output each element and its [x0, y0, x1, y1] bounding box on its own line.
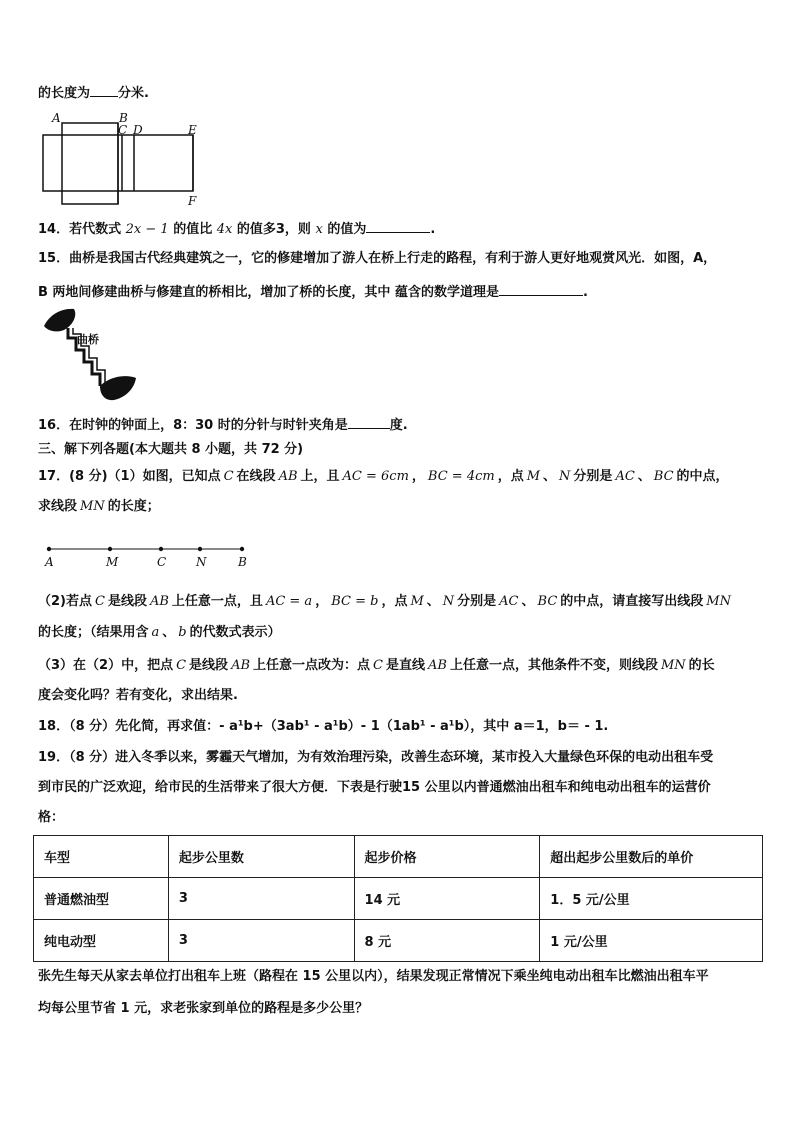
math-term: MN — [80, 499, 105, 514]
q17-part2b — [38, 623, 281, 643]
text-run: 的代数式表示） — [189, 625, 281, 640]
text-run: 的中点，请直接写出线段 — [560, 594, 704, 609]
math-term: b — [178, 625, 187, 640]
table-cell: 普通燃油型 — [34, 878, 169, 920]
q17-part3 — [38, 656, 715, 676]
q17-part3b: 度会变化吗？若有变化，求出结果. — [38, 688, 238, 703]
table-header-row — [34, 836, 763, 878]
segment-point — [108, 547, 112, 551]
segment-point-label: C — [157, 555, 167, 569]
segment-figure — [40, 540, 260, 570]
segment-point-label: M — [106, 555, 119, 569]
math-term: MN — [660, 658, 686, 673]
winding-bridge-figure — [40, 306, 140, 404]
q19-text: 到市民的广泛欢迎，给市民的生活带来了很大方便．下表是行驶 — [38, 780, 403, 795]
table-row — [34, 878, 763, 920]
q14-text-end: . — [430, 222, 436, 237]
math-term: C — [176, 658, 187, 673]
question-15-line2 — [38, 281, 588, 303]
text-run: （3）在（2）中，把点 — [38, 658, 174, 673]
table-cell: 14 元 — [354, 878, 540, 920]
text-run: 上任意一点改为：点 — [253, 658, 371, 673]
text-run: 上任意一点，其他条件不变，则线段 — [449, 658, 658, 673]
math-term: BC — [537, 594, 558, 609]
q14-text-post: 的值为 — [327, 222, 367, 237]
q17-line1 — [38, 467, 729, 487]
q19-line3: 格： — [38, 810, 65, 825]
label-B: B — [119, 111, 128, 125]
text-run: 的长度；（结果用含 — [38, 625, 149, 640]
q19-line2 — [38, 778, 711, 798]
math-term: a — [151, 625, 160, 640]
segment-point — [198, 547, 202, 551]
text-run: 求线段 — [38, 499, 78, 514]
text-run: ，点 — [497, 469, 524, 484]
text-run: 分别是 — [573, 469, 613, 484]
text-run: ， — [315, 594, 329, 609]
math-term: AC — [615, 469, 635, 484]
text-run: 上，且 — [300, 469, 340, 484]
q13-text-pre: 的长度为 — [38, 86, 91, 101]
segment-point-label: N — [196, 555, 207, 569]
q14-var: x — [315, 222, 323, 237]
text-run: 分别是 — [457, 594, 497, 609]
table-header-cell: 起步公里数 — [168, 836, 354, 878]
math-term: BC = b — [331, 594, 379, 609]
q16-text: 16．在时钟的钟面上，8：30 时的分针与时针夹角是 — [38, 418, 348, 433]
q14-expr-1: 2x − 1 — [125, 222, 169, 237]
label-D: D — [133, 123, 143, 137]
section-3-heading: 三、解下列各题(本大题共 8 小题，共 72 分) — [38, 442, 304, 457]
table-cell: 3 — [168, 878, 354, 920]
text-run: 是直线 — [385, 658, 425, 673]
q14-text: 14．若代数式 — [38, 222, 122, 237]
text-run: 上任意一点，且 — [171, 594, 263, 609]
math-term: AC — [499, 594, 519, 609]
text-run: 、 — [521, 594, 535, 609]
text-run: 在线段 — [236, 469, 276, 484]
math-term: M — [410, 594, 424, 609]
text-run: 、 — [543, 469, 557, 484]
q15-text: B 两地间修建曲桥与修建直的桥相比，增加了桥的长度，其中 蕴含的数学道理是 — [38, 285, 499, 300]
text-run: 、 — [162, 625, 176, 640]
question-14 — [38, 218, 435, 240]
segment-point-label: A — [45, 555, 54, 569]
text-run: 、 — [426, 594, 440, 609]
text-run: 是线段 — [189, 658, 229, 673]
math-term: M — [526, 469, 541, 484]
text-run: ， — [411, 469, 425, 484]
price-table — [33, 835, 763, 962]
math-term: C — [373, 658, 383, 673]
math-term: MN — [706, 594, 731, 609]
q13-text-post: 分米. — [118, 86, 149, 101]
segment-point — [240, 547, 244, 551]
math-term: AC = a — [265, 594, 313, 609]
text-run: 是线段 — [107, 594, 147, 609]
text-run: 的中点， — [676, 469, 729, 484]
table-cell: 8 元 — [354, 920, 540, 962]
label-F: F — [188, 194, 197, 208]
question-15-line1: 15．曲桥是我国古代经典建筑之一，它的修建增加了游人在桥上行走的路程，有利于游人更好地观赏风光．如图，A， — [38, 251, 717, 266]
table-row — [34, 920, 763, 962]
q17-line2 — [38, 497, 160, 517]
bridge-label: 曲桥 — [77, 333, 99, 346]
math-term: C — [223, 469, 234, 484]
q19-text-post: 公里以内普通燃油出租车和纯电动出租车的运营价 — [420, 780, 711, 795]
q19-number: 15 — [402, 780, 421, 795]
label-A: A — [52, 111, 61, 125]
math-term: N — [442, 594, 455, 609]
table-header-cell: 车型 — [34, 836, 169, 878]
q14-expr-2: 4x — [216, 222, 233, 237]
q19-line1: 19．（8 分）进入冬季以来，雾霾天气增加，为有效治理污染，改善生态环境，某市投入大量绿色环保的电动出租车受 — [38, 750, 714, 765]
text-run: 17．(8 分)（1）如图，已知点 — [38, 469, 221, 484]
q14-answer-blank[interactable] — [366, 218, 430, 233]
table-cell: 3 — [168, 920, 354, 962]
q19-after2: 均每公里节省 1 元，求老张家到单位的路程是多少公里？ — [38, 1001, 369, 1016]
question-18: 18．（8 分）先化简，再求值：- a¹b+（3ab¹ - a¹b）- 1（1ab¹ - a¹b），其中 a＝1，b＝ - 1. — [38, 719, 609, 734]
segment-point-label: B — [238, 555, 247, 569]
math-term: C — [95, 594, 105, 609]
q17-part2 — [38, 592, 734, 612]
text-run: ，点 — [381, 594, 408, 609]
math-term: AB — [428, 658, 447, 673]
math-term: AB — [231, 658, 251, 673]
label-E: E — [188, 123, 197, 137]
text-run: 、 — [637, 469, 651, 484]
math-term: AC = 6cm — [342, 469, 409, 484]
math-term: AB — [278, 469, 298, 484]
q15-text-end: . — [582, 285, 588, 300]
q16-answer-blank[interactable] — [348, 414, 390, 429]
math-term: BC = 4cm — [427, 469, 495, 484]
text-run: 的长 — [688, 658, 715, 673]
q15-answer-blank[interactable] — [499, 281, 583, 296]
q14-text-mid: 的值比 — [173, 222, 213, 237]
q16-text-end: 度. — [389, 418, 408, 433]
q19-after1: 张先生每天从家去单位打出租车上班（路程在 15 公里以内），结果发现正常情况下乘坐纯电动出租车比燃油出租车平 — [38, 969, 709, 984]
text-run: 的长度； — [107, 499, 160, 514]
segment-point — [47, 547, 51, 551]
table-cell: 1．5 元/公里 — [540, 878, 763, 920]
segment-point — [159, 547, 163, 551]
text-run: （2)若点 — [38, 594, 92, 609]
question-16 — [38, 414, 408, 436]
math-term: AB — [149, 594, 169, 609]
table-cell: 纯电动型 — [34, 920, 169, 962]
q13-tail — [38, 82, 149, 104]
table-header-cell: 起步价格 — [354, 836, 540, 878]
q14-text-mid2: 的值多3，则 — [236, 222, 311, 237]
q13-answer-blank[interactable] — [90, 82, 118, 97]
table-header-cell: 超出起步公里数后的单价 — [540, 836, 763, 878]
cube-net-figure — [40, 108, 210, 208]
math-term: N — [559, 469, 571, 484]
math-term: BC — [653, 469, 674, 484]
label-C: C — [118, 123, 128, 137]
table-cell: 1 元/公里 — [540, 920, 763, 962]
